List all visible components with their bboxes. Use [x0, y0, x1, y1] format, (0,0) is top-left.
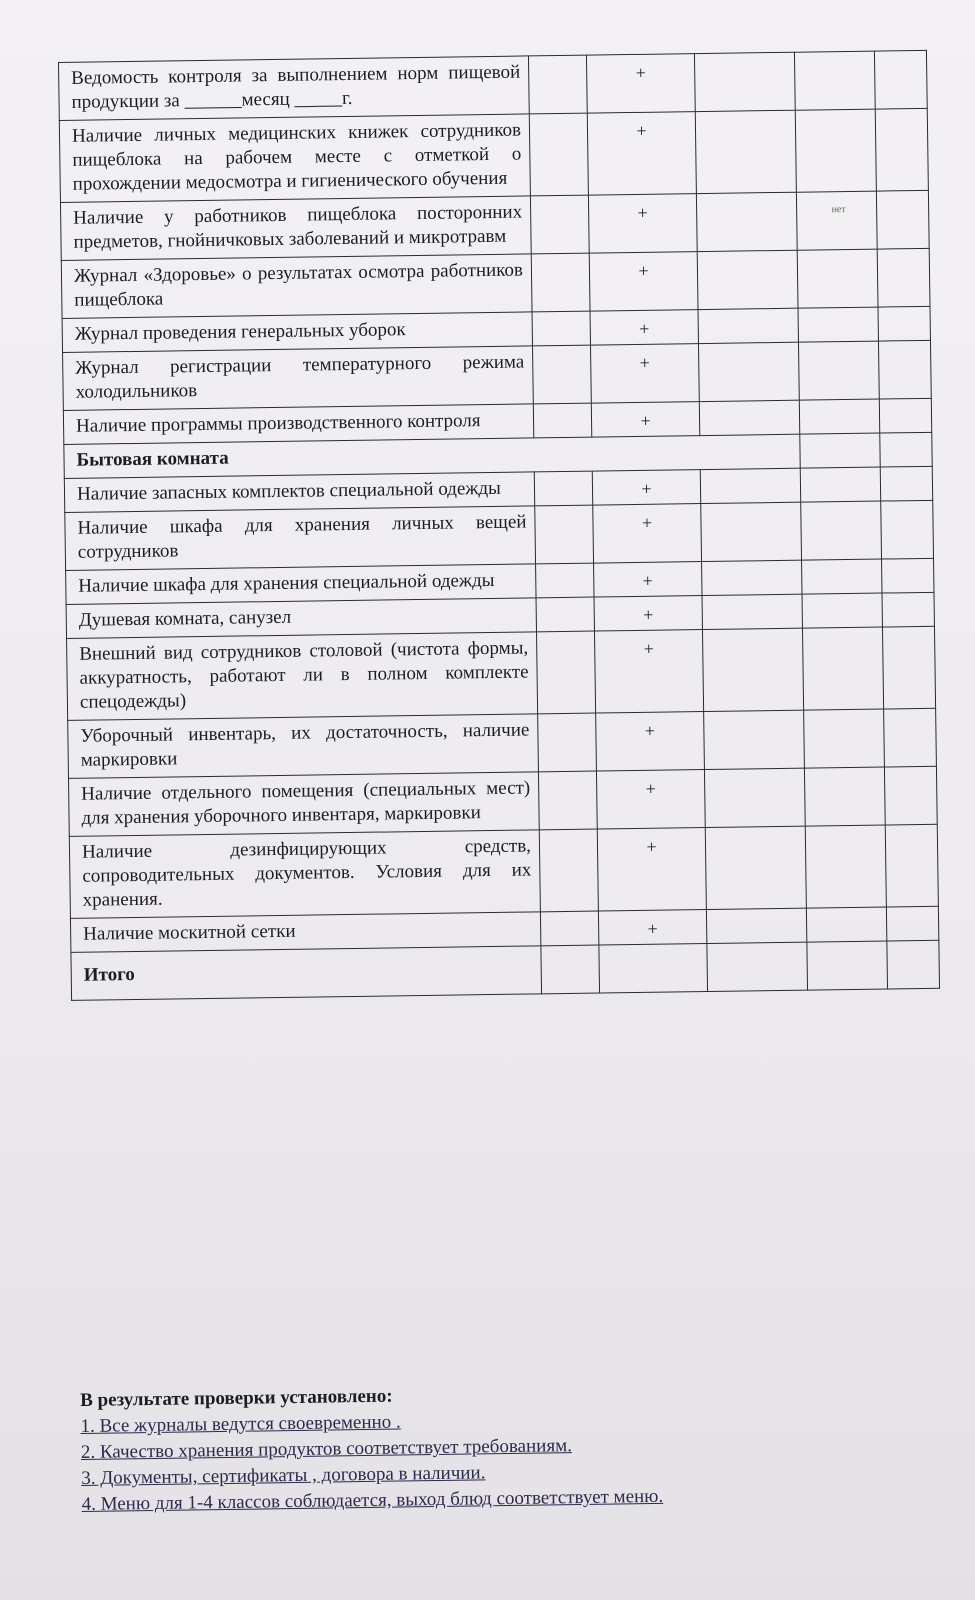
mark-cell: + [591, 344, 700, 404]
empty-cell [876, 190, 929, 249]
item-cell: Наличие шкафа для хранения специальной одежды [66, 564, 536, 605]
note-cell [802, 627, 883, 710]
empty-cell [704, 710, 805, 769]
conclusion-heading: В результате проверки установлено: [80, 1385, 393, 1411]
empty-cell [538, 713, 597, 772]
empty-cell [707, 942, 808, 991]
mark-cell: + [597, 828, 706, 911]
checklist-table [58, 50, 940, 1001]
empty-cell [535, 505, 594, 564]
empty-cell [874, 50, 927, 109]
note-cell [800, 467, 880, 502]
empty-cell [878, 306, 930, 341]
empty-cell [537, 631, 596, 714]
conclusion-item: 2. Качество хранения продуктов соответствует требованиям. [80, 1435, 573, 1463]
empty-cell [882, 558, 934, 593]
empty-cell [541, 945, 600, 994]
mark-cell: + [591, 402, 699, 438]
item-cell: Наличие дезинфицирующих средств, сопроводительных документов. Условия для их хранения. [69, 830, 540, 919]
mark-cell: + [588, 194, 697, 254]
empty-cell [881, 500, 934, 559]
note-cell [798, 307, 878, 342]
note-cell [801, 501, 882, 560]
item-cell: Душевая комната, санузел [66, 598, 536, 639]
mark-cell: + [596, 712, 705, 772]
empty-cell [880, 466, 932, 501]
mark-cell: + [586, 54, 695, 114]
item-cell: Наличие шкафа для хранения личных вещей сотрудников [65, 506, 536, 571]
empty-cell [704, 768, 805, 827]
empty-cell [528, 55, 587, 114]
empty-cell [882, 626, 935, 709]
mark-cell: + [594, 596, 702, 632]
empty-cell [697, 250, 798, 309]
empty-cell [700, 468, 800, 503]
empty-cell [696, 192, 797, 251]
empty-cell [695, 110, 796, 193]
item-cell: Наличие москитной сетки [70, 912, 540, 953]
total-label: Итого [71, 946, 542, 1001]
note-cell [805, 825, 886, 908]
conclusion-item: 1. Все журналы ведутся своевременно . [80, 1411, 401, 1437]
note-cell [794, 51, 875, 110]
empty-cell [702, 594, 802, 629]
empty-cell [698, 342, 799, 401]
empty-cell [531, 253, 590, 312]
empty-cell [800, 433, 880, 468]
empty-cell [529, 113, 588, 196]
empty-cell [706, 908, 806, 943]
checklist-body [59, 50, 940, 1000]
empty-cell [705, 826, 806, 909]
note-cell [804, 709, 885, 768]
empty-cell [886, 906, 938, 941]
note-cell: нет [796, 191, 877, 250]
note-cell [804, 767, 885, 826]
item-cell: Журнал «Здоровье» о результатах осмотра работников пищеблока [61, 254, 532, 319]
table-row [67, 626, 936, 720]
empty-cell [534, 471, 592, 506]
item-cell: Внешний вид сотрудников столовой (чистота формы, аккуратность, работают ли в полном комплекте спецодежды) [67, 632, 538, 721]
item-cell: Наличие у работников пищеблока посторонних предметов, гнойничковых заболеваний и микротравм [60, 196, 531, 261]
empty-cell [599, 944, 708, 994]
empty-cell [699, 400, 799, 435]
empty-cell [539, 829, 598, 912]
empty-cell [887, 940, 940, 989]
item-cell: Журнал регистрации температурного режима холодильников [63, 346, 534, 411]
note-cell [795, 109, 876, 192]
empty-cell [807, 941, 888, 990]
empty-cell [882, 592, 934, 627]
empty-cell [702, 628, 803, 711]
item-cell: Наличие отдельного помещения (специальных мест) для хранения уборочного инвентаря, маркировки [69, 772, 540, 837]
empty-cell [698, 308, 798, 343]
mark-cell: + [593, 504, 702, 564]
empty-cell [884, 708, 937, 767]
item-cell: Уборочный инвентарь, их достаточность, наличие маркировки [68, 714, 539, 779]
empty-cell [536, 563, 594, 598]
note-cell [802, 593, 882, 628]
empty-cell [536, 597, 594, 632]
empty-cell [540, 911, 598, 946]
conclusion-item: 3. Документы, сертификаты , договора в наличии. [81, 1462, 486, 1489]
empty-cell [533, 403, 591, 438]
mark-cell: + [587, 112, 696, 195]
empty-cell [879, 398, 931, 433]
item-cell: Ведомость контроля за выполнением норм пищевой продукции за ______месяц _____г. [59, 56, 530, 121]
empty-cell [533, 345, 592, 404]
empty-cell [532, 311, 590, 346]
table-row [59, 108, 928, 202]
empty-cell [538, 771, 597, 830]
item-cell: Наличие личных медицинских книжек сотрудников пищеблока на рабочем месте с отметкой о прохождении медосмотра и гигиенического обучения [59, 114, 530, 203]
mark-cell: + [596, 770, 705, 830]
note-cell [802, 559, 882, 594]
empty-cell [884, 766, 937, 825]
empty-cell [880, 432, 932, 467]
empty-cell [530, 195, 589, 254]
checklist-sheet [58, 50, 949, 1001]
mark-cell: + [594, 630, 703, 713]
item-cell: Журнал проведения генеральных уборок [62, 312, 532, 353]
mark-cell: + [598, 910, 706, 946]
note-cell [806, 907, 886, 942]
note-cell [799, 399, 879, 434]
empty-cell [877, 248, 930, 307]
empty-cell [702, 560, 802, 595]
mark-cell: + [594, 562, 702, 598]
empty-cell [701, 502, 802, 561]
conclusion-block [80, 1376, 922, 1518]
empty-cell [694, 52, 795, 111]
item-cell: Наличие программы производственного контроля [63, 404, 533, 445]
mark-cell: + [589, 252, 698, 312]
item-cell: Наличие запасных комплектов специальной одежды [64, 472, 534, 513]
note-cell [797, 249, 878, 308]
note-cell [798, 341, 879, 400]
conclusion-item: 4. Меню для 1-4 классов соблюдается, выход блюд соответствует меню. [81, 1485, 664, 1515]
mark-cell: + [590, 310, 698, 346]
empty-cell [885, 824, 938, 907]
table-row [69, 824, 938, 918]
empty-cell [875, 108, 928, 191]
section-title: Бытовая комната [64, 434, 800, 478]
mark-cell: + [592, 470, 700, 506]
empty-cell [878, 340, 931, 399]
